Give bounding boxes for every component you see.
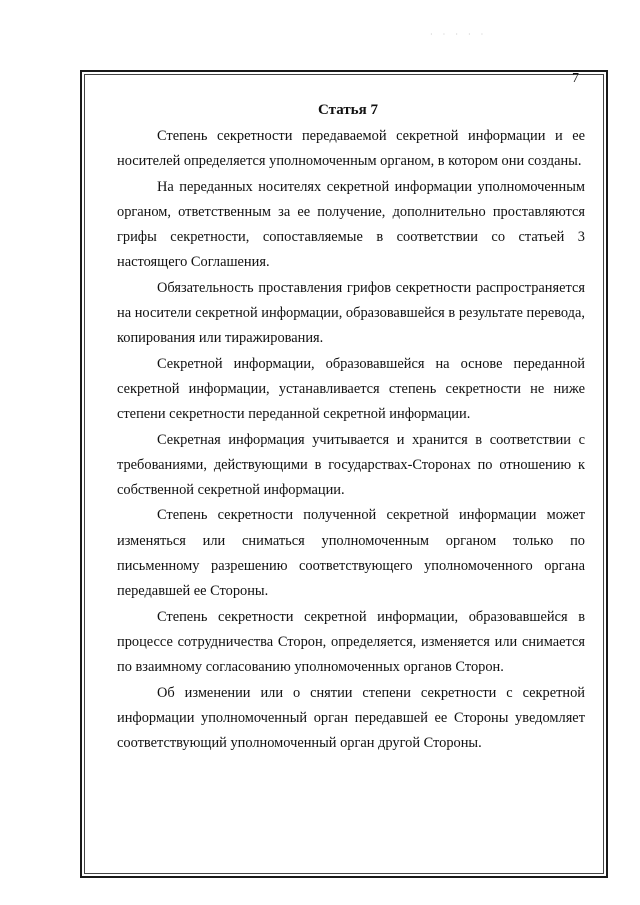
article-body bbox=[117, 124, 585, 756]
paragraph: Степень секретности передаваемой секретной информации и ее носителей определяется уполномоченным органом, в котором они созданы. bbox=[117, 128, 585, 170]
paragraph: Об изменении или о снятии степени секретности с секретной информации уполномоченный орган передавшей ее Стороны уведомляет соответствующий уполномоченный орган другой Стороны. bbox=[117, 684, 585, 752]
article-title: Статья 7 bbox=[318, 102, 378, 118]
paragraph: Степень секретности полученной секретной информации может изменяться или сниматься уполномоченным органом только по письменному разрешению соответствующего уполномоченного органа передавшей ее Стороны. bbox=[117, 507, 585, 600]
paragraph: Обязательность проставления грифов секретности распространяется на носители секретной информации, образовавшейся в результате перевода, копирования или тиражирования. bbox=[117, 279, 585, 347]
paragraph: На переданных носителях секретной информации уполномоченным органом, ответственным за ее получение, дополнительно проставляются грифы секретности, сопоставляемые в соответствии со статьей 3 настоящего Соглашения. bbox=[117, 178, 585, 271]
paragraph: Степень секретности секретной информации, образовавшейся в процессе сотрудничества Сторон, определяется, изменяется или снимается по взаимному согласованию уполномоченных органов Сторон. bbox=[117, 608, 585, 676]
scan-artifact: · · · · · bbox=[430, 30, 488, 39]
paragraph: Секретной информации, образовавшейся на основе переданной секретной информации, устанавливается степень секретности не ниже степени секретности переданной секретной информации. bbox=[117, 355, 585, 423]
page-number: 7 bbox=[572, 71, 579, 86]
paragraph: Секретная информация учитывается и хранится в соответствии с требованиями, действующими в государствах-Сторонах по отношению к собственной секретной информации. bbox=[117, 431, 585, 499]
